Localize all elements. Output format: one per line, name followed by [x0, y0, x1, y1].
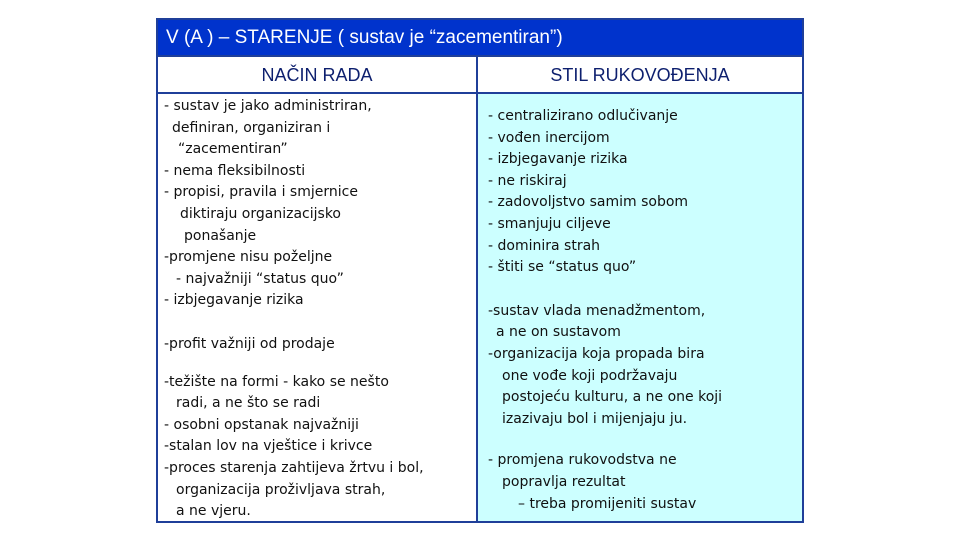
text-line: popravlja rezultat	[502, 473, 626, 490]
text-line: a ne vjeru.	[176, 503, 251, 520]
text-line: – treba promijeniti sustav	[518, 495, 697, 512]
text-line: radi, a ne što se radi	[176, 395, 321, 412]
text-line: - propisi, pravila i smjernice	[164, 184, 358, 201]
text-line: “zacementiran”	[178, 141, 288, 158]
text-line: - sustav je jako administriran,	[164, 98, 372, 114]
right-column-content	[476, 92, 802, 521]
text-line: a ne on sustavom	[496, 324, 621, 341]
column-header-stil-rukovodjenja: STIL RUKOVOĐENJA	[476, 55, 802, 92]
text-line: - ne riskiraj	[488, 172, 567, 189]
text-line: - najvažniji “status quo”	[176, 270, 344, 287]
text-line: -težište na formi - kako se nešto	[164, 373, 389, 390]
text-line: -profit važniji od prodaje	[164, 335, 335, 352]
text-line: ponašanje	[184, 227, 257, 244]
text-line: - vođen inercijom	[488, 129, 610, 146]
text-line: -stalan lov na vještice i krivce	[164, 438, 373, 455]
text-line: organizacija proživljava strah,	[176, 481, 386, 498]
text-line: - centralizirano odlučivanje	[488, 108, 678, 124]
text-line: one vođe koji podržavaju	[502, 367, 678, 384]
text-line: - nema fleksibilnosti	[164, 162, 306, 179]
slide-table	[156, 18, 804, 523]
column-header-nacin-rada: NAČIN RADA	[158, 55, 476, 92]
text-line: - zadovoljstvo samim sobom	[488, 194, 689, 211]
text-line: postojeću kulturu, a ne one koji	[502, 389, 723, 406]
text-line: - dominira strah	[488, 237, 601, 254]
text-line: - smanjuju ciljeve	[488, 215, 611, 232]
text-line: - štiti se “status quo”	[488, 259, 637, 276]
text-line: - izbjegavanje rizika	[488, 151, 628, 168]
text-line: definiran, organiziran i	[172, 119, 331, 136]
text-line: diktiraju organizacijsko	[180, 205, 341, 222]
text-line: - osobni opstanak najvažniji	[164, 416, 359, 433]
text-line: -promjene nisu poželjne	[164, 249, 333, 266]
left-column-content	[158, 92, 476, 521]
text-line: -organizacija koja propada bira	[488, 345, 705, 362]
text-line: -proces starenja zahtijeva žrtvu i bol,	[164, 459, 424, 476]
text-line: -sustav vlada menadžmentom,	[488, 302, 706, 319]
text-line: - izbjegavanje rizika	[164, 292, 304, 309]
text-line: izazivaju bol i mijenjaju ju.	[502, 410, 688, 427]
text-line: - promjena rukovodstva ne	[488, 452, 677, 469]
slide-title: V (A ) – STARENJE ( sustav je “zacementiran”)	[158, 20, 802, 55]
